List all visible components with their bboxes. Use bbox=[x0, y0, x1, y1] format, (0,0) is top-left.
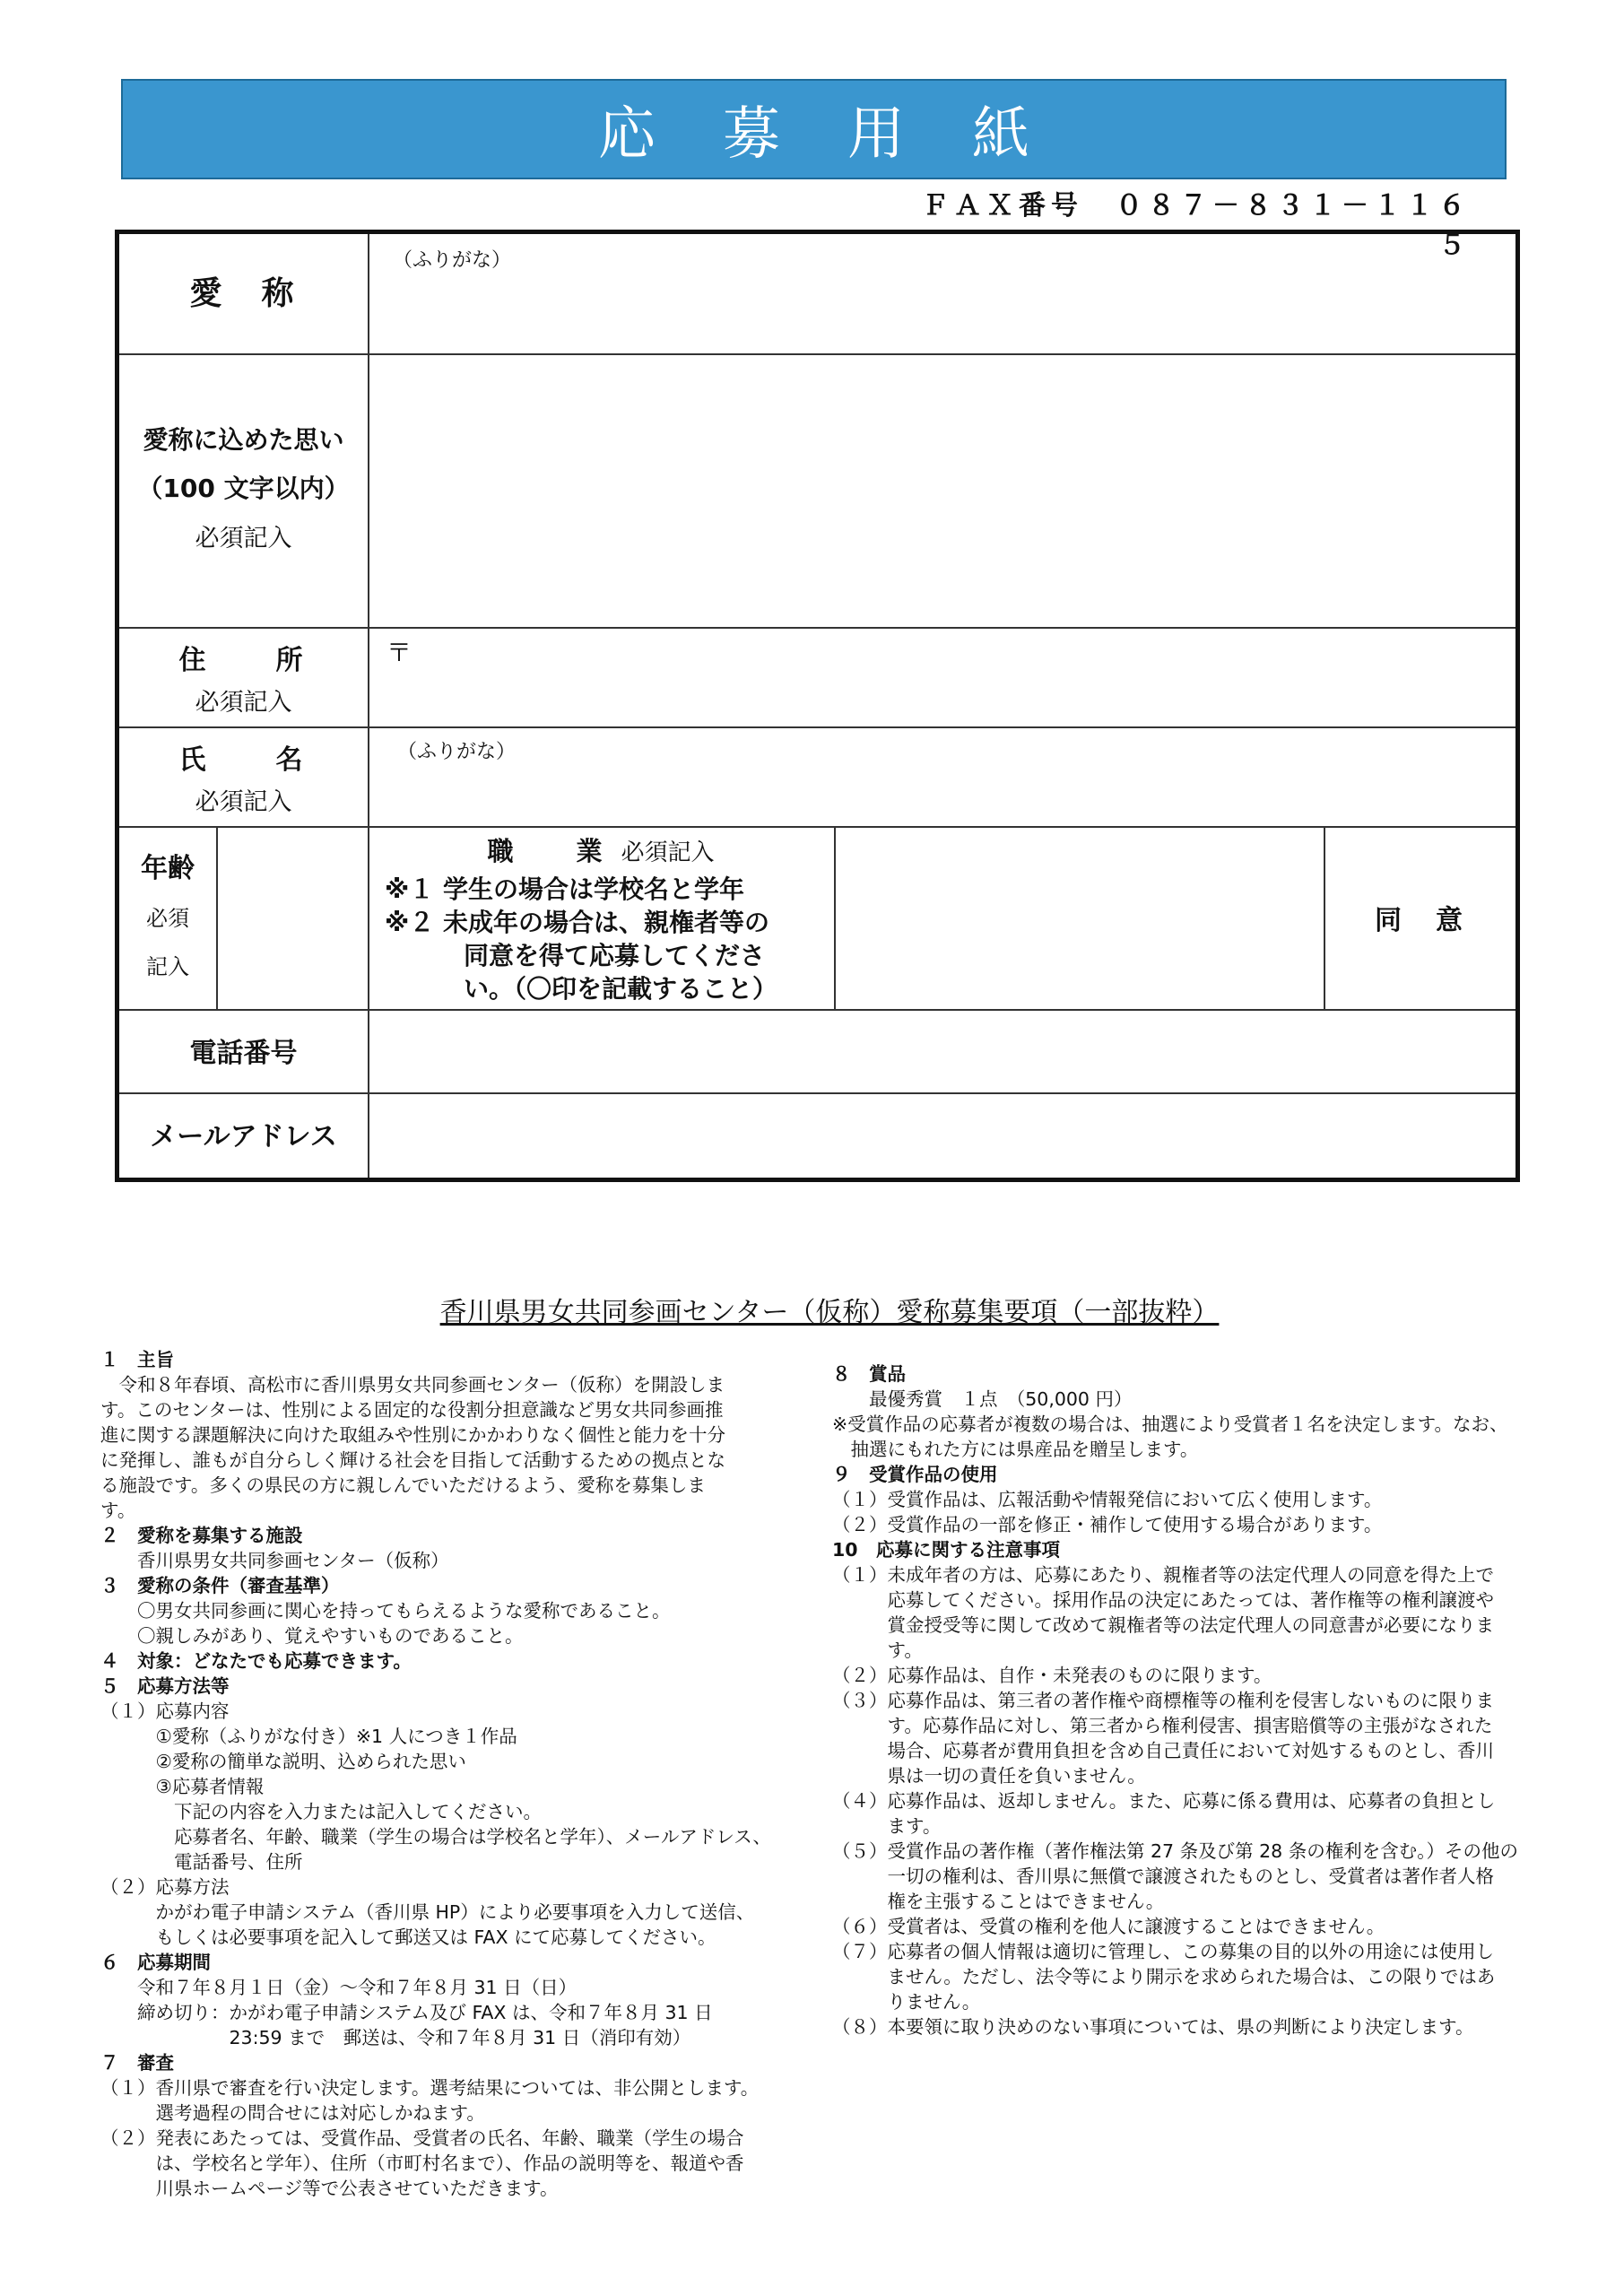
job-field[interactable] bbox=[838, 831, 1319, 1004]
job-note: ※１ 学生の場合は学校名と学年 bbox=[385, 874, 744, 904]
guideline-line: 10 応募に関する注意事項 bbox=[832, 1539, 1061, 1561]
guideline-line: 賞金授受等に関して改めて親権者等の法定代理人の同意書が必要になりま bbox=[832, 1614, 1494, 1636]
form-title-banner bbox=[121, 79, 1507, 179]
guideline-line: 香川県男女共同参画センター（仮称） bbox=[100, 1550, 449, 1571]
thoughts-field[interactable] bbox=[375, 360, 1509, 620]
job-notes bbox=[385, 873, 777, 1005]
guideline-line: す。 bbox=[100, 1500, 136, 1521]
guideline-line: す。 bbox=[832, 1639, 923, 1661]
row-divider bbox=[119, 1092, 1515, 1094]
guideline-line: 締め切り：かがわ電子申請システム及び FAX は、令和７年８月 31 日 bbox=[100, 2002, 713, 2023]
guideline-line: ②愛称の簡単な説明、込められた思い bbox=[100, 1751, 466, 1772]
guideline-line: 電話番号、住所 bbox=[100, 1851, 303, 1873]
guideline-line: （８）本要領に取り決めのない事項については、県の判断により決定します。 bbox=[832, 2016, 1474, 2038]
guideline-line: （１）香川県で審査を行い決定します。選考結果については、非公開とします。 bbox=[100, 2077, 760, 2099]
row-divider bbox=[119, 627, 1515, 629]
required-label: 必須記入 bbox=[195, 788, 292, 816]
guideline-line: 令和８年春頃、高松市に香川県男女共同参画センター（仮称）を開設しま bbox=[100, 1374, 725, 1396]
thoughts-label: 愛称に込めた思い bbox=[143, 425, 344, 455]
application-form bbox=[115, 230, 1520, 1182]
guideline-line: 場合、応募者が費用負担を含め自己責任において対処するものとし、香川 bbox=[832, 1740, 1494, 1761]
row-divider bbox=[119, 1009, 1515, 1011]
name-field[interactable] bbox=[375, 763, 1509, 819]
email-label: メールアドレス bbox=[150, 1121, 337, 1152]
guideline-line: ７ 審査 bbox=[100, 2052, 174, 2074]
guideline-line: 抽選にもれた方には県産品を贈呈します。 bbox=[832, 1439, 1199, 1460]
address-field[interactable] bbox=[375, 633, 1509, 721]
guideline-line: 下記の内容を入力または記入してください。 bbox=[100, 1801, 542, 1822]
age-label: 年齢 bbox=[141, 853, 195, 884]
guideline-line: ５ 応募方法等 bbox=[100, 1675, 230, 1697]
guideline-line: ８ 賞品 bbox=[832, 1363, 906, 1385]
guideline-line: 最優秀賞 １点 （50,000 円） bbox=[832, 1388, 1133, 1410]
row-divider bbox=[119, 826, 1515, 828]
guideline-line: ９ 受賞作品の使用 bbox=[832, 1464, 998, 1485]
guideline-line: す。応募作品に対し、第三者から権利侵害、損害賠償等の主張がなされた bbox=[832, 1715, 1493, 1736]
consent-label: 同 意 bbox=[1375, 905, 1466, 936]
job-note: い。（〇印を記載すること） bbox=[464, 974, 778, 1004]
guideline-line: ２ 愛称を募集する施設 bbox=[100, 1525, 303, 1546]
guideline-line: りません。 bbox=[832, 1991, 981, 2013]
nickname-label: 愛 称 bbox=[189, 275, 298, 312]
guideline-line: ※受賞作品の応募者が複数の場合は、抽選により受賞者１名を決定します。なお、 bbox=[832, 1413, 1508, 1435]
guideline-line: は、学校名と学年）、住所（市町村名まで）、作品の説明等を、報道や香 bbox=[100, 2152, 744, 2174]
nickname-field[interactable] bbox=[375, 274, 1509, 346]
thoughts-limit-label: （100 文字以内） bbox=[137, 474, 350, 503]
phone-field[interactable] bbox=[375, 1014, 1509, 1088]
guideline-line: （６）受賞者は、受賞の権利を他人に譲渡することはできません。 bbox=[832, 1916, 1385, 1937]
guideline-line: ません。ただし、法令等により開示を求められた場合は、この限りではあ bbox=[832, 1966, 1496, 1987]
guideline-line: （２）発表にあたっては、受賞作品、受賞者の氏名、年齢、職業（学生の場合 bbox=[100, 2127, 744, 2149]
job-note: 同意を得て応募してくださ bbox=[464, 941, 766, 970]
guideline-line: ３ 愛称の条件（審査基準） bbox=[100, 1575, 340, 1596]
guideline-line: 権を主張することはできません。 bbox=[832, 1891, 1165, 1912]
guideline-line: 川県ホームページ等で公表させていただきます。 bbox=[100, 2178, 559, 2199]
page-title: 応募用紙 bbox=[598, 101, 1097, 168]
guideline-line: （１）応募内容 bbox=[100, 1700, 230, 1722]
job-label: 職 業 bbox=[487, 836, 606, 866]
guideline-line: （２）応募方法 bbox=[100, 1876, 230, 1898]
fax-number: ＦＡＸ番号 ０８７－８３１－１１６５ bbox=[922, 190, 1471, 261]
address-label: 住 所 bbox=[178, 645, 308, 676]
age-field[interactable] bbox=[220, 831, 363, 1004]
guideline-line: 令和７年８月１日（金）～令和７年８月 31 日（日） bbox=[100, 1977, 578, 1998]
guideline-line: ４ 対象：どなたでも応募できます。 bbox=[100, 1650, 412, 1672]
job-note: ※２ 未成年の場合は、親権者等の bbox=[385, 908, 769, 937]
guideline-line: 応募者名、年齢、職業（学生の場合は学校名と学年）、メールアドレス、 bbox=[100, 1826, 771, 1848]
guideline-line: 選考過程の問合せには対応しかねます。 bbox=[100, 2102, 485, 2124]
guideline-line: （５）受賞作品の著作権（著作権法第 27 条及び第 28 条の権利を含む。）その他の bbox=[832, 1840, 1518, 1862]
guideline-line: 進に関する課題解決に向けた取組みや性別にかかわりなく個性と能力を十分 bbox=[100, 1424, 725, 1446]
guideline-line: に発揮し、誰もが自分らしく輝ける社会を目指して活動するための拠点とな bbox=[100, 1449, 725, 1471]
age-required-2: 記入 bbox=[146, 954, 189, 979]
guideline-line: ①愛称（ふりがな付き）※1 人につき１作品 bbox=[100, 1726, 517, 1747]
guideline-line: ６ 応募期間 bbox=[100, 1952, 211, 1973]
guideline-line: 県は一切の責任を負いません。 bbox=[832, 1765, 1146, 1787]
guidelines-left-column bbox=[100, 1347, 782, 2201]
row-divider bbox=[119, 353, 1515, 355]
age-divider bbox=[216, 826, 218, 1009]
guideline-line: 応募してください。採用作品の決定にあたっては、著作権等の権利譲渡や bbox=[832, 1589, 1494, 1611]
guideline-line: 一切の権利は、香川県に無償で譲渡されたものとし、受賞者は著作者人格 bbox=[832, 1866, 1494, 1887]
guidelines-right-column bbox=[832, 1361, 1532, 2039]
guideline-line: １ 主旨 bbox=[100, 1349, 174, 1370]
age-required-1: 必須 bbox=[146, 906, 189, 931]
required-label: 必須記入 bbox=[195, 689, 292, 717]
guideline-line: （２）応募作品は、自作・未発表のものに限ります。 bbox=[832, 1665, 1272, 1686]
guideline-line: （１）未成年者の方は、応募にあたり、親権者等の法定代理人の同意を得た上で bbox=[832, 1564, 1494, 1586]
guideline-line: 23:59 まで 郵送は、令和７年８月 31 日（消印有効） bbox=[100, 2027, 691, 2048]
phone-label: 電話番号 bbox=[189, 1038, 298, 1069]
guideline-line: ③応募者情報 bbox=[100, 1776, 265, 1797]
email-field[interactable] bbox=[375, 1098, 1509, 1173]
guideline-line: （３）応募作品は、第三者の著作権や商標権等の権利を侵害しないものに限りま bbox=[832, 1690, 1494, 1711]
guideline-line: （４）応募作品は、返却しません。また、応募に係る費用は、応募者の負担とし bbox=[832, 1790, 1496, 1812]
guideline-line: （７）応募者の個人情報は適切に管理し、この募集の目的以外の用途には使用し bbox=[832, 1941, 1494, 1962]
guideline-line: かがわ電子申請システム（香川県 HP）により必要事項を入力して送信、 bbox=[100, 1901, 755, 1923]
guideline-line: （２）受賞作品の一部を修正・補作して使用する場合があります。 bbox=[832, 1514, 1383, 1535]
name-label: 氏 名 bbox=[178, 744, 308, 776]
row-divider bbox=[119, 726, 1515, 728]
job-divider bbox=[834, 826, 836, 1009]
required-label: 必須記入 bbox=[195, 525, 292, 552]
postal-mark: 〒 bbox=[386, 638, 413, 667]
guideline-line: す。このセンターは、性別による固定的な役割分担意識など男女共同参画推 bbox=[100, 1399, 724, 1421]
label-column-divider bbox=[368, 234, 369, 1178]
furigana-label: （ふりがな） bbox=[393, 249, 512, 272]
guideline-line: もしくは必要事項を記入して郵送又は FAX にて応募してください。 bbox=[100, 1926, 716, 1948]
furigana-label: （ふりがな） bbox=[397, 741, 517, 763]
guideline-line: ます。 bbox=[832, 1815, 942, 1837]
guideline-line: （１）受賞作品は、広報活動や情報発信において広く使用します。 bbox=[832, 1489, 1383, 1510]
guideline-line: 〇親しみがあり、覚えやすいものであること。 bbox=[100, 1625, 524, 1647]
job-required-label: 必須記入 bbox=[621, 839, 715, 866]
guidelines-title: 香川県男女共同参画センター（仮称）愛称募集要項（一部抜粋） bbox=[439, 1297, 1220, 1328]
guideline-line: る施設です。多くの県民の方に親しんでいただけるよう、愛称を募集しま bbox=[100, 1474, 706, 1496]
guideline-line: 〇男女共同参画に関心を持ってもらえるような愛称であること。 bbox=[100, 1600, 671, 1622]
